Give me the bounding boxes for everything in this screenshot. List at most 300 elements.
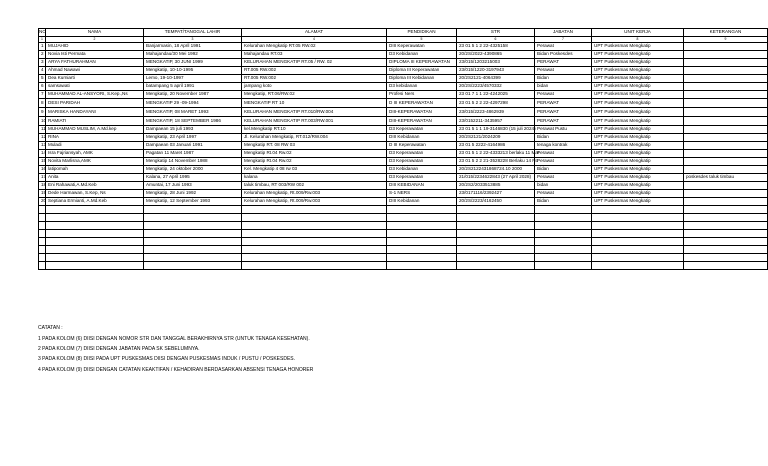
table-cell: Perawat [535,43,592,51]
row-number: 6 [39,83,46,91]
empty-cell [387,222,457,230]
table-cell: latipomah [46,166,144,174]
table-row [39,117,768,126]
table-row [39,91,768,99]
table-cell: Perawat [535,91,592,99]
column-header: STR [457,29,535,37]
table-cell: UPT Puskesmas Mengkatip [592,142,684,150]
empty-cell [592,222,684,230]
table-cell: MARISKA HANDAYANI [46,108,144,117]
table-cell: S-1 NERS [387,190,457,198]
table-cell: Bidan [535,134,592,142]
table-cell: Dampaean 03 Januari 1991 [144,142,242,150]
table-cell: D3 Keperawatan [387,158,457,166]
table-cell: 23 01 5 2 2 21-3528228 Berlaku 14 No [457,158,535,166]
table-row [39,134,768,142]
table-cell [684,142,768,150]
table-cell: Bidan Poskesdes [535,51,592,59]
empty-cell [457,254,535,262]
table-row [39,43,768,51]
row-number: 13 [39,142,46,150]
empty-cell [684,222,768,230]
table-cell [684,43,768,51]
table-cell [684,83,768,91]
empty-cell [592,206,684,214]
empty-cell [535,230,592,238]
table-cell: Profesi Ners [387,91,457,99]
table-cell: kalana [242,174,387,182]
table-cell: 20/2S2/2033513885 [457,182,535,190]
empty-cell [684,230,768,238]
table-cell: poskesdes taluk timbau [684,174,768,182]
table-cell [684,117,768,126]
table-cell: MENGKATIP, 18 SEPTEMBER 1986 [144,117,242,126]
table-cell: UPT Puskesmas Mengkatip [592,51,684,59]
empty-cell [46,246,144,254]
table-cell: Lemo, 19-10-1997 [144,75,242,83]
table-cell: kel.Mengkatip RT.10 [242,126,387,134]
table-cell [684,51,768,59]
row-number: 10 [39,117,46,126]
table-cell: Dede Harmawan, S.Kep, Ns [46,190,144,198]
table-cell: batampang 5 april 1991 [144,83,242,91]
table-cell: Mengkatip RT. 08 RW 03 [242,142,387,150]
row-number: 18 [39,182,46,190]
empty-cell [457,230,535,238]
empty-cell [144,230,242,238]
empty-cell [535,238,592,246]
empty-cell [242,206,387,214]
table-cell: Mengkatip, 12 September 1993 [144,198,242,206]
empty-cell [684,238,768,246]
table-cell [684,59,768,67]
table-cell: UPT Puskesmas Mengkatip [592,99,684,108]
table-cell: KELURAHAN MENGKATIP RT.010/RW.004 [242,108,387,117]
table-cell: Perawat [535,67,592,75]
table-cell: Mengkatip, RT.06/RW.02 [242,91,387,99]
table-cell [684,134,768,142]
table-cell: UPT Puskesmas Mengkatip [592,158,684,166]
notes-title: CATATAN : [38,325,63,331]
table-cell: RT.005 RW.002 [242,67,387,75]
row-number: 8 [39,99,46,108]
table-cell: RT.005 RW.002 [242,75,387,83]
table-row [39,126,768,134]
empty-cell [535,222,592,230]
empty-cell [242,262,387,270]
empty-row [39,206,768,214]
table-cell: Bidan [535,166,592,174]
column-number: 5 [387,37,457,43]
row-number: 2 [39,51,46,59]
table-cell: Mengkatip Rt.04 Rw.02 [242,158,387,166]
empty-cell [242,246,387,254]
table-cell: Muladi [46,142,144,150]
table-cell: Perawat [535,190,592,198]
empty-cell [684,254,768,262]
table-row [39,67,768,75]
table-row [39,108,768,117]
table-cell: DIII Keperawatan [387,43,457,51]
empty-cell [144,254,242,262]
empty-cell [242,222,387,230]
table-cell: UPT Puskesmas Mengkatip [592,150,684,158]
table-cell: D3 Keperawatan [387,174,457,182]
row-number: 17 [39,174,46,182]
table-row [39,99,768,108]
table-cell [684,99,768,108]
table-cell: UPT Puskesmas Mengkatip [592,59,684,67]
table-body [39,29,768,270]
column-number: 9 [684,37,768,43]
empty-cell [39,254,46,262]
table-cell: Perawat Pustu [535,126,592,134]
table-cell: Kalana, 27 April 1995 [144,174,242,182]
column-header: UNIT KERJA [592,29,684,37]
empty-cell [242,230,387,238]
table-cell: bidan [535,83,592,91]
column-header: TEMPAT/TANGGAL LAHIR [144,29,242,37]
empty-cell [46,206,144,214]
table-cell: UPT Puskesmas Mengkatip [592,190,684,198]
table-cell: Perawat [535,150,592,158]
table-cell: Mengkatip, 10-10-1995 [144,67,242,75]
note-item: 4 PADA KOLOM (9) DIISI DENGAN CATATAN KEAKTIFAN / KEHADIRAN BERDASARKAN ABSENSI TENAGA HONORER [38,366,314,373]
table-cell: UPT Puskesmas Mengkatip [592,174,684,182]
table-row [39,51,768,59]
table-cell: UPT Puskesmas Mengkatip [592,198,684,206]
table-cell [684,126,768,134]
table-row [39,174,768,182]
table-cell: MUHAMMAD MUSLIM, A.Md.kep [46,126,144,134]
empty-cell [387,238,457,246]
table-cell: Mahajandau/30 Mei 1992 [144,51,242,59]
empty-cell [592,238,684,246]
table-cell: DIPLOMA III KEPERAWATAN [387,59,457,67]
empty-cell [39,230,46,238]
empty-cell [684,206,768,214]
row-number: 5 [39,75,46,83]
empty-cell [46,254,144,262]
row-number: 12 [39,134,46,142]
empty-cell [535,262,592,270]
row-number: 3 [39,59,46,67]
table-cell: PERAWAT [535,117,592,126]
table-cell: UPT Puskesmas Mengkatip [592,134,684,142]
row-number: 1 [39,43,46,51]
table-cell: Dampaean 15 juli 1993 [144,126,242,134]
table-cell: 23/0171116/2392427 [457,190,535,198]
column-header: KETERANGAN [684,29,768,37]
empty-cell [242,214,387,222]
table-cell: 23/015/1203215003 [457,59,535,67]
empty-cell [39,206,46,214]
column-number: 7 [535,37,592,43]
empty-cell [684,214,768,222]
table-cell: Ahmad Nawawi [46,67,144,75]
empty-cell [46,214,144,222]
table-cell: Mahajandau RT.03 [242,51,387,59]
table-cell: UPT Puskesmas Mengkatip [592,75,684,83]
table-cell: 20/2S/2022-4390865 [457,51,535,59]
empty-cell [457,214,535,222]
column-number: 8 [592,37,684,43]
column-number: 6 [457,37,535,43]
table-cell: samsawati [46,83,144,91]
table-cell: MENGKATIP RT 10 [242,99,387,108]
table-cell: DIII Kebidanan [387,134,457,142]
column-number: 3 [144,37,242,43]
empty-cell [144,214,242,222]
empty-cell [535,214,592,222]
table-cell: DIII Kebidanan [387,198,457,206]
table-cell [684,158,768,166]
empty-cell [144,206,242,214]
table-cell: D3 Keperawatan [387,126,457,134]
table-cell: PERAWAT [535,108,592,117]
table-cell: 20/2S/2223/4162450 [457,198,535,206]
table-cell: KELURAHAN MENGKATIP RT.05 / RW. 02 [242,59,387,67]
column-header: NAMA [46,29,144,37]
table-cell: Eni Rahawati,A.Md.Keb [46,182,144,190]
table-row [39,142,768,150]
table-row [39,198,768,206]
table-cell: 23 01 5 2222-4164986 [457,142,535,150]
table-cell: 20/2S2121-4064399 [457,75,535,83]
table-cell: 20/2S2122431868724.10 2000 [457,166,535,174]
table-cell [684,67,768,75]
table-row [39,182,768,190]
row-number: 20 [39,198,46,206]
table-cell: MENGKATIP, 08 MARET 1993 [144,108,242,117]
table-row [39,75,768,83]
table-cell: D3 Keperawatan [387,150,457,158]
empty-cell [684,262,768,270]
table-cell: Kelurahan Mengkatip RT.05 RW.02 [242,43,387,51]
empty-cell [46,262,144,270]
empty-cell [387,262,457,270]
table-cell: 23 01 5 2 2 22-4297298 [457,99,535,108]
table-cell: Isra Fajriansyah, AMK [46,150,144,158]
empty-row [39,222,768,230]
table-cell: jampang koto [242,83,387,91]
row-number: 4 [39,67,46,75]
empty-cell [39,246,46,254]
column-header: PENDIDIKAN [387,29,457,37]
table-cell: Novia Isti Permata [46,51,144,59]
table-cell: Mengkatip, 28 Juni 1992 [144,190,242,198]
table-cell: Mengkatip, 20 November 1987 [144,91,242,99]
table-cell: UPT Puskesmas Mengkatip [592,108,684,117]
table-cell: UPT Puskesmas Mengkatip [592,67,684,75]
table-cell: 23 01 5 1 2 22-4333213 berlaku 11 Mar [457,150,535,158]
table-cell: Perawat [535,158,592,166]
note-item: 1 PADA KOLOM (6) DIISI DENGAN NOMOR STR DAN TANGGAL BERAKHIRNYA STR (UNTUK TENAGA KESEHATAN). [38,336,310,342]
table-cell: Kelurahan Mengkatip, Rt.009/Rw.003 [242,190,387,198]
table-cell: 23/015/1220-3197943 [457,67,535,75]
row-number: 7 [39,91,46,99]
table-cell: Septiana Ermianti, A.Md.Keb [46,198,144,206]
empty-cell [457,238,535,246]
table-cell: D III Keperawatan [387,142,457,150]
empty-cell [684,246,768,254]
empty-cell [242,238,387,246]
table-row [39,190,768,198]
empty-row [39,214,768,222]
empty-cell [387,214,457,222]
column-number: 4 [242,37,387,43]
table-cell: taluk timbau, RT 003/RW 002 [242,182,387,190]
table-cell: Perawat [535,174,592,182]
empty-cell [592,254,684,262]
table-cell: Amuntai, 17 Juni 1993 [144,182,242,190]
table-cell: MENGKATIP 29 -09-1994 [144,99,242,108]
column-number: 1 [39,37,46,43]
table-cell: Dea Kurniarti [46,75,144,83]
table-cell: DIII-KEPERAWATAN [387,117,457,126]
empty-row [39,246,768,254]
table-cell: UPT Puskesmas Mengkatip [592,83,684,91]
table-cell: KELURAHAN MENGKATIP RT.003/RW.001 [242,117,387,126]
table-cell: DIII KEBIDANAN [387,182,457,190]
table-cell: 23 01 5 1 1 19-3146830 (15 juli 2024) [457,126,535,134]
empty-cell [592,214,684,222]
column-header: JABATAN [535,29,592,37]
table-cell: D3 kebidanan [387,83,457,91]
table-cell: Mengkatip, 23 April 1997 [144,134,242,142]
row-number: 11 [39,126,46,134]
column-number: 2 [46,37,144,43]
table-cell: Diploma III Keperawatan [387,67,457,75]
empty-cell [457,206,535,214]
table-cell: MENGKATIP, 30 JUNI 1999 [144,59,242,67]
empty-cell [387,230,457,238]
table-cell [684,75,768,83]
table-cell: Kel. Mengkatip 4 08 rw 03 [242,166,387,174]
note-item: 2 PADA KOLOM (7) DIISI DENGAN JABATAN PADA SK SEBELUMNYA. [38,346,200,353]
empty-cell [387,246,457,254]
table-cell: 23/015/2223-4862939 [457,108,535,117]
table-cell: MUHAMMAD AL-ANSYORI, S.Kep.,Ns [46,91,144,99]
empty-cell [39,222,46,230]
table-cell: D III KEPERAWATAN [387,99,457,108]
empty-cell [46,238,144,246]
table-cell: tenaga kontrak [535,142,592,150]
table-cell: Kelurahan Mengkatip, Rt.009/Rw.003 [242,198,387,206]
table-cell: Mengkatip, 24 oktober 2000 [144,166,242,174]
empty-cell [144,262,242,270]
table-cell [684,91,768,99]
row-number: 15 [39,158,46,166]
empty-cell [39,214,46,222]
column-header: ALAMAT [242,29,387,37]
table-cell: MUJAHID [46,43,144,51]
table-cell: Pagatan 11 Maret 1987 [144,150,242,158]
table-cell: RAMIATI [46,117,144,126]
table-cell: UPT Puskesmas Mengkatip [592,117,684,126]
empty-cell [457,246,535,254]
empty-cell [592,246,684,254]
table-cell: DIII-KEPERAWATAN [387,108,457,117]
table-cell [684,198,768,206]
table-row [39,83,768,91]
empty-cell [592,262,684,270]
empty-cell [46,222,144,230]
row-number: 14 [39,150,46,158]
table-cell [684,108,768,117]
table-cell: UPT Puskesmas Mengkatip [592,43,684,51]
empty-cell [457,222,535,230]
empty-cell [387,206,457,214]
table-cell: 20/2S2121/2024209 [457,134,535,142]
table-cell: 23 01 5 1 2 22-4325158 [457,43,535,51]
table-cell: Anita [46,174,144,182]
table-cell [684,166,768,174]
table-cell: 20/2S/2223/4570332 [457,83,535,91]
table-cell: UPT Puskesmas Mengkatip [592,91,684,99]
empty-cell [592,230,684,238]
empty-cell [39,238,46,246]
table-cell: Bidan [535,198,592,206]
empty-cell [144,246,242,254]
empty-cell [457,262,535,270]
row-number: 16 [39,166,46,174]
row-number: 19 [39,190,46,198]
table-cell: DESI PARIDAH [46,99,144,108]
table-cell: Banjarmasin, 18 April 1991 [144,43,242,51]
table-cell: D3 Kebidanan [387,51,457,59]
table-cell: 23 01 7 1 1 22-4242025 [457,91,535,99]
table-cell [684,150,768,158]
table-cell: PERAWAT [535,99,592,108]
table-cell: UPT Puskesmas Mengkatip [592,126,684,134]
empty-cell [144,222,242,230]
table-cell: RINA [46,134,144,142]
table-cell [684,190,768,198]
table-cell: UPT Puskesmas Mengkatip [592,182,684,190]
table-row [39,158,768,166]
table-row [39,166,768,174]
empty-row [39,238,768,246]
empty-cell [535,254,592,262]
table-cell: 21/015/2234622843 (27 April 2028) [457,174,535,182]
column-header: NO [39,29,46,37]
table-cell: Mengkatip Rt.04 Rw.02 [242,150,387,158]
notes-section [38,326,313,378]
table-cell: Diploma III Kebidanan [387,75,457,83]
note-item: 3 PADA KOLOM (8) DIISI PADA UPT PUSKESMAS DIISI DENGAN PUSKESMAS INDUK / PUSTU / POSKESDES. [38,356,296,363]
empty-row [39,254,768,262]
empty-cell [46,230,144,238]
table-row [39,59,768,67]
empty-row [39,230,768,238]
table-cell: D3 Kebidanan [387,166,457,174]
table-cell: 23/0152211-3435957 [457,117,535,126]
table-cell: PERAWAT [535,59,592,67]
table-cell: UPT Puskesmas Mengkatip [592,166,684,174]
table-cell [684,182,768,190]
empty-cell [144,238,242,246]
table-row [39,150,768,158]
empty-cell [387,254,457,262]
table-cell: Mengkatip 14 November 1988 [144,158,242,166]
table-cell: Jl. Kelurahan Mengkatip, RT.012/RW.004 [242,134,387,142]
empty-cell [535,246,592,254]
table-cell: Bidan [535,75,592,83]
empty-cell [242,254,387,262]
table-cell: ARYA FATHURAHMAN [46,59,144,67]
header-row [39,29,768,37]
